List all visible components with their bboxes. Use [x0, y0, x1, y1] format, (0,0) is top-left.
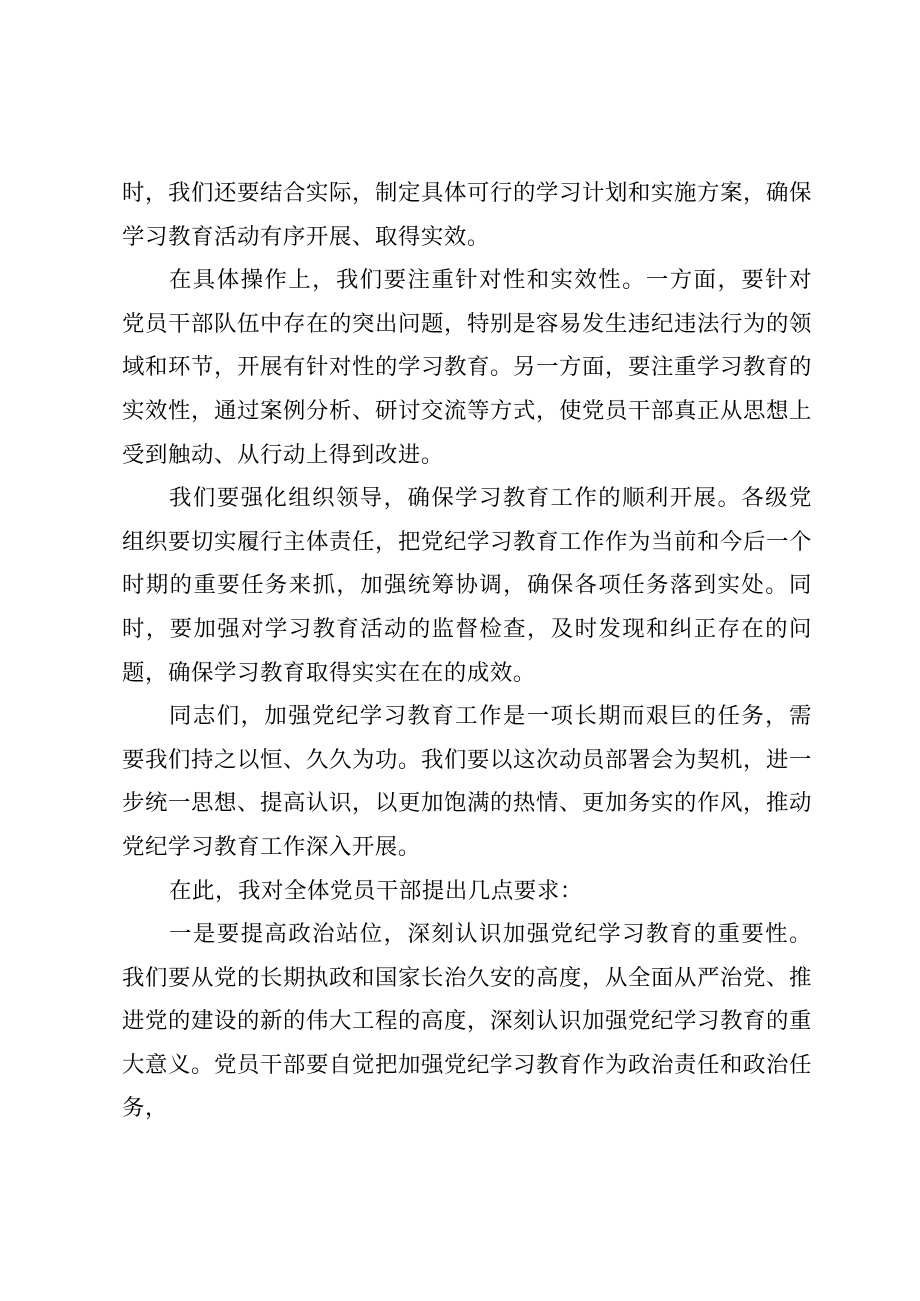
- paragraph-requirement-one: 一是要提高政治站位，深刻认识加强党纪学习教育的重要性。我们要从党的长期执政和国家长治久安的高度，从全面从严治党、推进党的建设的新的伟大工程的高度，深刻认识加强党纪学习教育的重大意义。党员干部要自觉把加强党纪学习教育作为政治责任和政治任务，: [122, 921, 812, 1122]
- paragraph-continuation: 时，我们还要结合实际，制定具体可行的学习计划和实施方案，确保学习教育活动有序开展、取得实效。: [122, 180, 812, 250]
- paragraph-specific-operation: 在具体操作上，我们要注重针对性和实效性。一方面，要针对党员干部队伍中存在的突出问题，特别是容易发生违纪违法行为的领域和环节，开展有针对性的学习教育。另一方面，要注重学习教育的实效性，通过案例分析、研讨交流等方式，使党员干部真正从思想上受到触动、从行动上得到改进。: [122, 267, 812, 468]
- paragraph-requirements-intro: 在此，我对全体党员干部提出几点要求：: [169, 877, 583, 904]
- paragraph-organizational-leadership: 我们要强化组织领导，确保学习教育工作的顺利开展。各级党组织要切实履行主体责任，把党纪学习教育工作作为当前和今后一个时期的重要任务来抓，加强统筹协调，确保各项任务落到实处。同时，要加强对学习教育活动的监督检查，及时发现和纠正存在的问题，确保学习教育取得实实在在的成效。: [122, 485, 812, 686]
- paragraph-comrades: 同志们，加强党纪学习教育工作是一项长期而艰巨的任务，需要我们持之以恒、久久为功。我们要以这次动员部署会为契机，进一步统一思想、提高认识，以更加饱满的热情、更加务实的作风，推动党纪学习教育工作深入开展。: [122, 703, 812, 860]
- document-body: [122, 172, 812, 1131]
